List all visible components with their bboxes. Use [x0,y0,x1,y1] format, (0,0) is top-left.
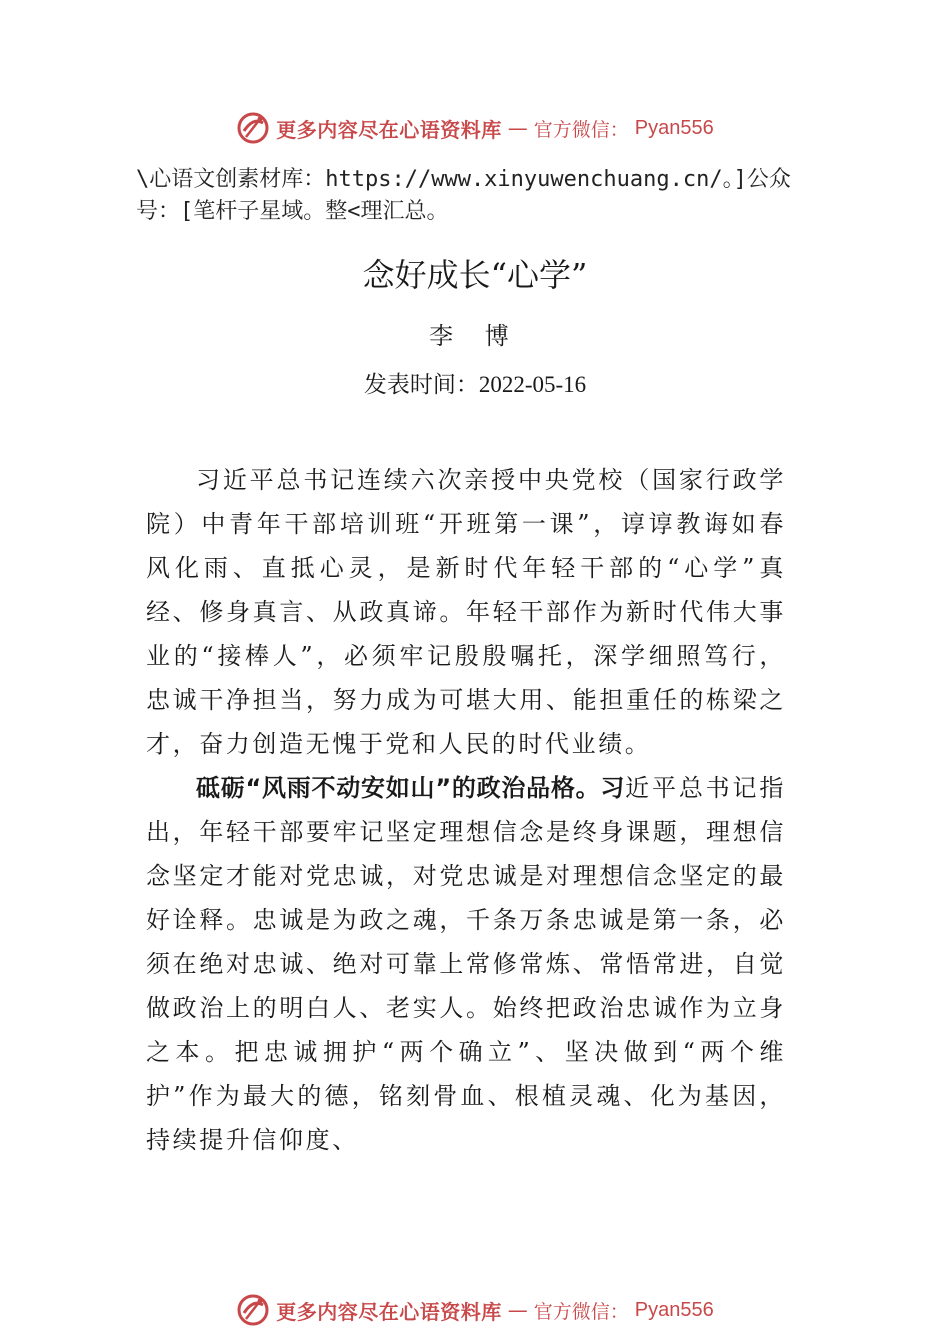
paragraph [146,766,786,1162]
brand-logo-icon [236,111,270,145]
banner-separator: — [507,116,528,140]
source-line: \心语文创素材库：https://www.xinyuwenchuang.cn/。]公众号：[笔杆子星域。整<理汇总。 [136,167,791,224]
date-label: 发表时间： [363,372,479,398]
brand-logo-icon [236,1293,270,1327]
header-banner [0,108,950,148]
banner-text: 更多内容尽在心语资料库 [276,1299,502,1324]
article-body [146,458,786,1162]
page-title: 念好成长“心学” [362,256,588,294]
footer-banner [0,1290,950,1330]
banner-text: 更多内容尽在心语资料库 [276,117,502,142]
date-value: 2022-05-16 [478,372,587,397]
paragraph: 习近平总书记连续六次亲授中央党校（国家行政学院）中青年干部培训班“开班第一课”，谆谆教诲如春风化雨、直抵心灵，是新时代年轻干部的“心学”真经、修身真言、从政真谛。年轻干部作为新时代伟大事业的“接棒人”，必须牢记殷殷嘱托，深学细照笃行，忠诚干净担当，努力成为可堪大用、能担重任的栋梁之才，奋力创造无愧于党和人民的时代业绩。 [146,466,786,758]
author: 李 博 [429,322,521,350]
banner-wechat-id: Pyan556 [634,1298,714,1321]
banner-wechat-label: 官方微信： [533,1300,629,1323]
banner-wechat-id: Pyan556 [634,116,714,139]
banner-wechat-label: 官方微信： [533,118,629,141]
publish-date [0,366,950,399]
paragraph-lead: 砥砺“风雨不动安如山”的政治品格。习 [196,774,626,802]
paragraph-text: 近平总书记指出，年轻干部要牢记坚定理想信念是终身课题，理想信念坚定才能对党忠诚，对党忠诚是对理想信念坚定的最好诠释。忠诚是为政之魂，千条万条忠诚是第一条，必须在绝对忠诚、绝对可靠上常修常炼、常悟常进，自觉做政治上的明白人、老实人。始终把政治忠诚作为立身之本。把忠诚拥护“两个确立”、坚决做到“两个维护”作为最大的德，铭刻骨血、根植灵魂、化为基因，持续提升信仰度、 [146,774,786,1154]
banner-separator: — [507,1298,528,1322]
